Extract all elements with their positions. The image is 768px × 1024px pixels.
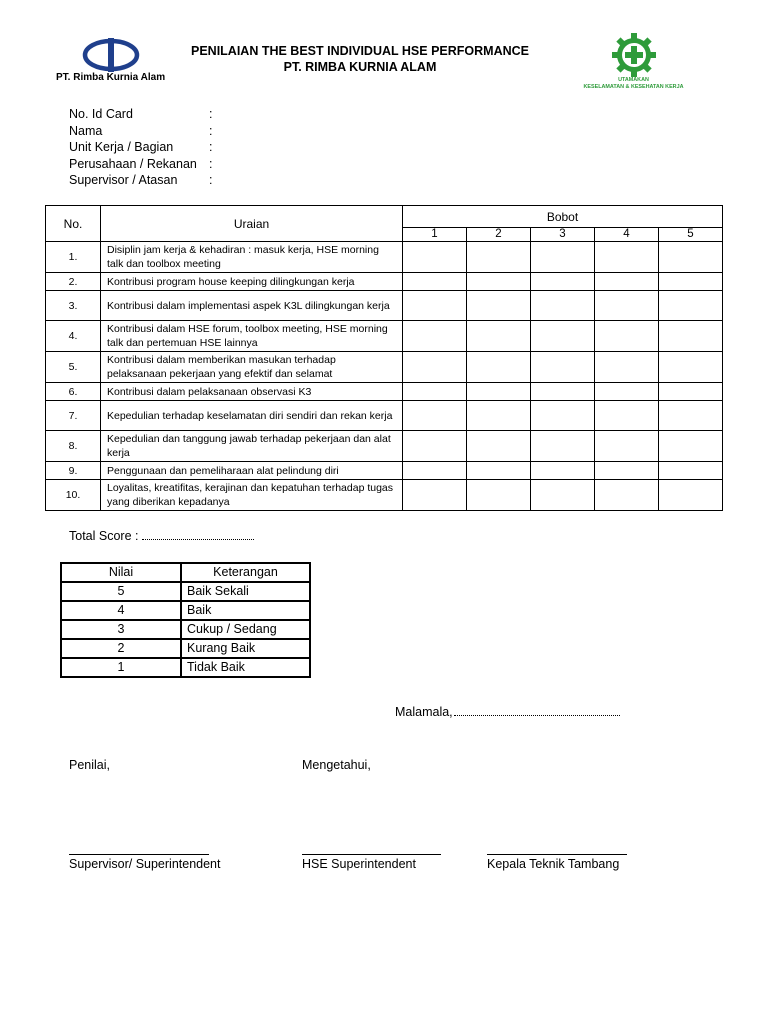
score-cell-2[interactable] xyxy=(467,242,531,273)
legend-row xyxy=(61,620,310,639)
signature-line-supervisor[interactable] xyxy=(69,854,209,855)
legend-keterangan: Tidak Baik xyxy=(181,658,310,677)
score-cell-5[interactable] xyxy=(659,352,723,383)
score-cell-5[interactable] xyxy=(659,480,723,511)
k3-caption-line-2: KESELAMATAN & KESEHATAN KERJA xyxy=(583,84,684,90)
score-cell-4[interactable] xyxy=(595,480,659,511)
table-row xyxy=(46,321,723,352)
signature-line-hse[interactable] xyxy=(302,854,441,855)
k3-logo xyxy=(557,30,710,98)
field-id-card xyxy=(69,106,219,123)
penilai-label: Penilai, xyxy=(69,758,110,772)
header-bobot-2: 2 xyxy=(467,228,531,242)
table-row xyxy=(46,352,723,383)
table-row xyxy=(46,273,723,291)
row-description: Kontribusi program house keeping dilingkungan kerja xyxy=(101,273,403,291)
signature-line-ktt[interactable] xyxy=(487,854,627,855)
row-number: 1. xyxy=(46,242,101,273)
score-cell-5[interactable] xyxy=(659,401,723,431)
row-description: Kontribusi dalam implementasi aspek K3L dilingkungan kerja xyxy=(101,291,403,321)
legend-row xyxy=(61,639,310,658)
score-cell-1[interactable] xyxy=(403,291,467,321)
score-cell-1[interactable] xyxy=(403,462,467,480)
row-number: 10. xyxy=(46,480,101,511)
score-cell-4[interactable] xyxy=(595,352,659,383)
score-cell-2[interactable] xyxy=(467,462,531,480)
field-colon: : xyxy=(209,107,213,121)
signer-ktt: Kepala Teknik Tambang xyxy=(487,857,620,871)
row-number: 8. xyxy=(46,431,101,462)
place-date xyxy=(395,705,620,719)
header-no: No. xyxy=(46,206,101,242)
score-cell-5[interactable] xyxy=(659,273,723,291)
title-line-1: PENILAIAN THE BEST INDIVIDUAL HSE PERFORMANCE xyxy=(191,44,529,58)
score-cell-3[interactable] xyxy=(531,480,595,511)
score-cell-1[interactable] xyxy=(403,273,467,291)
legend-row xyxy=(61,658,310,677)
field-colon: : xyxy=(209,173,213,187)
legend-keterangan: Cukup / Sedang xyxy=(181,620,310,639)
row-description: Kepedulian terhadap keselamatan diri sendiri dan rekan kerja xyxy=(101,401,403,431)
legend-header-nilai: Nilai xyxy=(61,563,181,582)
field-colon: : xyxy=(209,140,213,154)
mengetahui-label: Mengetahui, xyxy=(302,758,371,772)
total-score xyxy=(69,529,254,543)
score-cell-4[interactable] xyxy=(595,242,659,273)
row-number: 5. xyxy=(46,352,101,383)
score-cell-5[interactable] xyxy=(659,383,723,401)
header-bobot-1: 1 xyxy=(403,228,467,242)
score-cell-4[interactable] xyxy=(595,431,659,462)
score-cell-5[interactable] xyxy=(659,462,723,480)
table-row xyxy=(46,401,723,431)
score-cell-1[interactable] xyxy=(403,401,467,431)
legend-nilai: 5 xyxy=(61,582,181,601)
score-cell-4[interactable] xyxy=(595,273,659,291)
score-cell-5[interactable] xyxy=(659,291,723,321)
score-cell-3[interactable] xyxy=(531,383,595,401)
header-bobot-3: 3 xyxy=(531,228,595,242)
score-cell-4[interactable] xyxy=(595,321,659,352)
field-colon: : xyxy=(209,156,213,171)
evaluation-table xyxy=(45,205,723,511)
k3-caption-line-1: UTAMAKAN xyxy=(618,77,649,83)
score-legend-table xyxy=(60,562,311,678)
legend-row xyxy=(61,582,310,601)
score-cell-3[interactable] xyxy=(531,291,595,321)
score-cell-3[interactable] xyxy=(531,352,595,383)
legend-nilai: 3 xyxy=(61,620,181,639)
table-row xyxy=(46,431,723,462)
header-bobot-5: 5 xyxy=(659,228,723,242)
score-cell-5[interactable] xyxy=(659,431,723,462)
legend-keterangan: Baik xyxy=(181,601,310,620)
legend-row xyxy=(61,601,310,620)
field-unit-kerja xyxy=(69,139,219,156)
row-number: 2. xyxy=(46,273,101,291)
row-description: Disiplin jam kerja & kehadiran : masuk kerja, HSE morning talk dan toolbox meeting xyxy=(101,242,403,273)
field-perusahaan xyxy=(69,156,219,173)
field-label: Nama xyxy=(69,123,103,138)
legend-header-keterangan: Keterangan xyxy=(181,563,310,582)
field-label: No. Id Card xyxy=(69,107,133,121)
score-cell-1[interactable] xyxy=(403,321,467,352)
row-description: Penggunaan dan pemeliharaan alat pelindung diri xyxy=(101,462,403,480)
field-nama xyxy=(69,123,219,140)
score-cell-2[interactable] xyxy=(467,383,531,401)
phi-logo-icon xyxy=(80,38,142,72)
total-score-blank[interactable] xyxy=(142,539,254,540)
score-cell-3[interactable] xyxy=(531,431,595,462)
field-label: Supervisor / Atasan xyxy=(69,173,178,187)
score-cell-5[interactable] xyxy=(659,242,723,273)
score-cell-3[interactable] xyxy=(531,401,595,431)
table-row xyxy=(46,242,723,273)
field-label: Unit Kerja / Bagian xyxy=(69,140,174,154)
legend-keterangan: Kurang Baik xyxy=(181,639,310,658)
score-cell-1[interactable] xyxy=(403,431,467,462)
total-score-label: Total Score : xyxy=(69,529,139,543)
score-cell-3[interactable] xyxy=(531,462,595,480)
field-colon: : xyxy=(209,123,213,138)
document-title xyxy=(160,43,560,75)
row-number: 6. xyxy=(46,383,101,401)
row-number: 3. xyxy=(46,291,101,321)
score-cell-4[interactable] xyxy=(595,401,659,431)
score-cell-3[interactable] xyxy=(531,242,595,273)
legend-header-row xyxy=(61,563,310,582)
date-blank[interactable] xyxy=(454,715,620,716)
score-cell-3[interactable] xyxy=(531,273,595,291)
signer-supervisor: Supervisor/ Superintendent xyxy=(69,857,221,871)
score-cell-2[interactable] xyxy=(467,401,531,431)
score-cell-4[interactable] xyxy=(595,383,659,401)
score-cell-2[interactable] xyxy=(467,321,531,352)
score-cell-4[interactable] xyxy=(595,291,659,321)
gear-cross-icon xyxy=(557,30,710,78)
legend-nilai: 4 xyxy=(61,601,181,620)
score-cell-2[interactable] xyxy=(467,291,531,321)
score-cell-5[interactable] xyxy=(659,321,723,352)
row-description: Loyalitas, kreatifitas, kerajinan dan kepatuhan terhadap tugas yang diberikan kepadanya xyxy=(101,480,403,511)
identity-fields xyxy=(69,106,219,189)
place-label: Malamala, xyxy=(395,705,453,719)
score-cell-4[interactable] xyxy=(595,462,659,480)
score-cell-2[interactable] xyxy=(467,273,531,291)
legend-nilai: 2 xyxy=(61,639,181,658)
table-row xyxy=(46,291,723,321)
row-description: Kontribusi dalam memberikan masukan terhadap pelaksanaan pekerjaan yang efektif dan selamat xyxy=(101,352,403,383)
signer-hse: HSE Superintendent xyxy=(302,857,416,871)
title-line-2: PT. RIMBA KURNIA ALAM xyxy=(283,60,437,74)
table-row xyxy=(46,480,723,511)
table-row xyxy=(46,462,723,480)
field-supervisor xyxy=(69,172,219,189)
legend-keterangan: Baik Sekali xyxy=(181,582,310,601)
score-cell-2[interactable] xyxy=(467,431,531,462)
field-label: Perusahaan / Rekanan xyxy=(69,156,197,171)
score-cell-1[interactable] xyxy=(403,383,467,401)
score-cell-2[interactable] xyxy=(467,480,531,511)
company-logo-text: PT. Rimba Kurnia Alam xyxy=(56,72,166,83)
k3-logo-caption xyxy=(557,77,710,91)
row-description: Kontribusi dalam pelaksanaan observasi K3 xyxy=(101,383,403,401)
header-bobot: Bobot xyxy=(403,206,723,228)
header-uraian: Uraian xyxy=(101,206,403,242)
score-cell-3[interactable] xyxy=(531,321,595,352)
legend-nilai: 1 xyxy=(61,658,181,677)
row-description: Kontribusi dalam HSE forum, toolbox meeting, HSE morning talk dan pertemuan HSE lainnya xyxy=(101,321,403,352)
header-bobot-4: 4 xyxy=(595,228,659,242)
score-cell-1[interactable] xyxy=(403,352,467,383)
score-cell-1[interactable] xyxy=(403,242,467,273)
score-cell-1[interactable] xyxy=(403,480,467,511)
row-number: 4. xyxy=(46,321,101,352)
table-row xyxy=(46,383,723,401)
row-description: Kepedulian dan tanggung jawab terhadap pekerjaan dan alat kerja xyxy=(101,431,403,462)
row-number: 7. xyxy=(46,401,101,431)
row-number: 9. xyxy=(46,462,101,480)
score-cell-2[interactable] xyxy=(467,352,531,383)
